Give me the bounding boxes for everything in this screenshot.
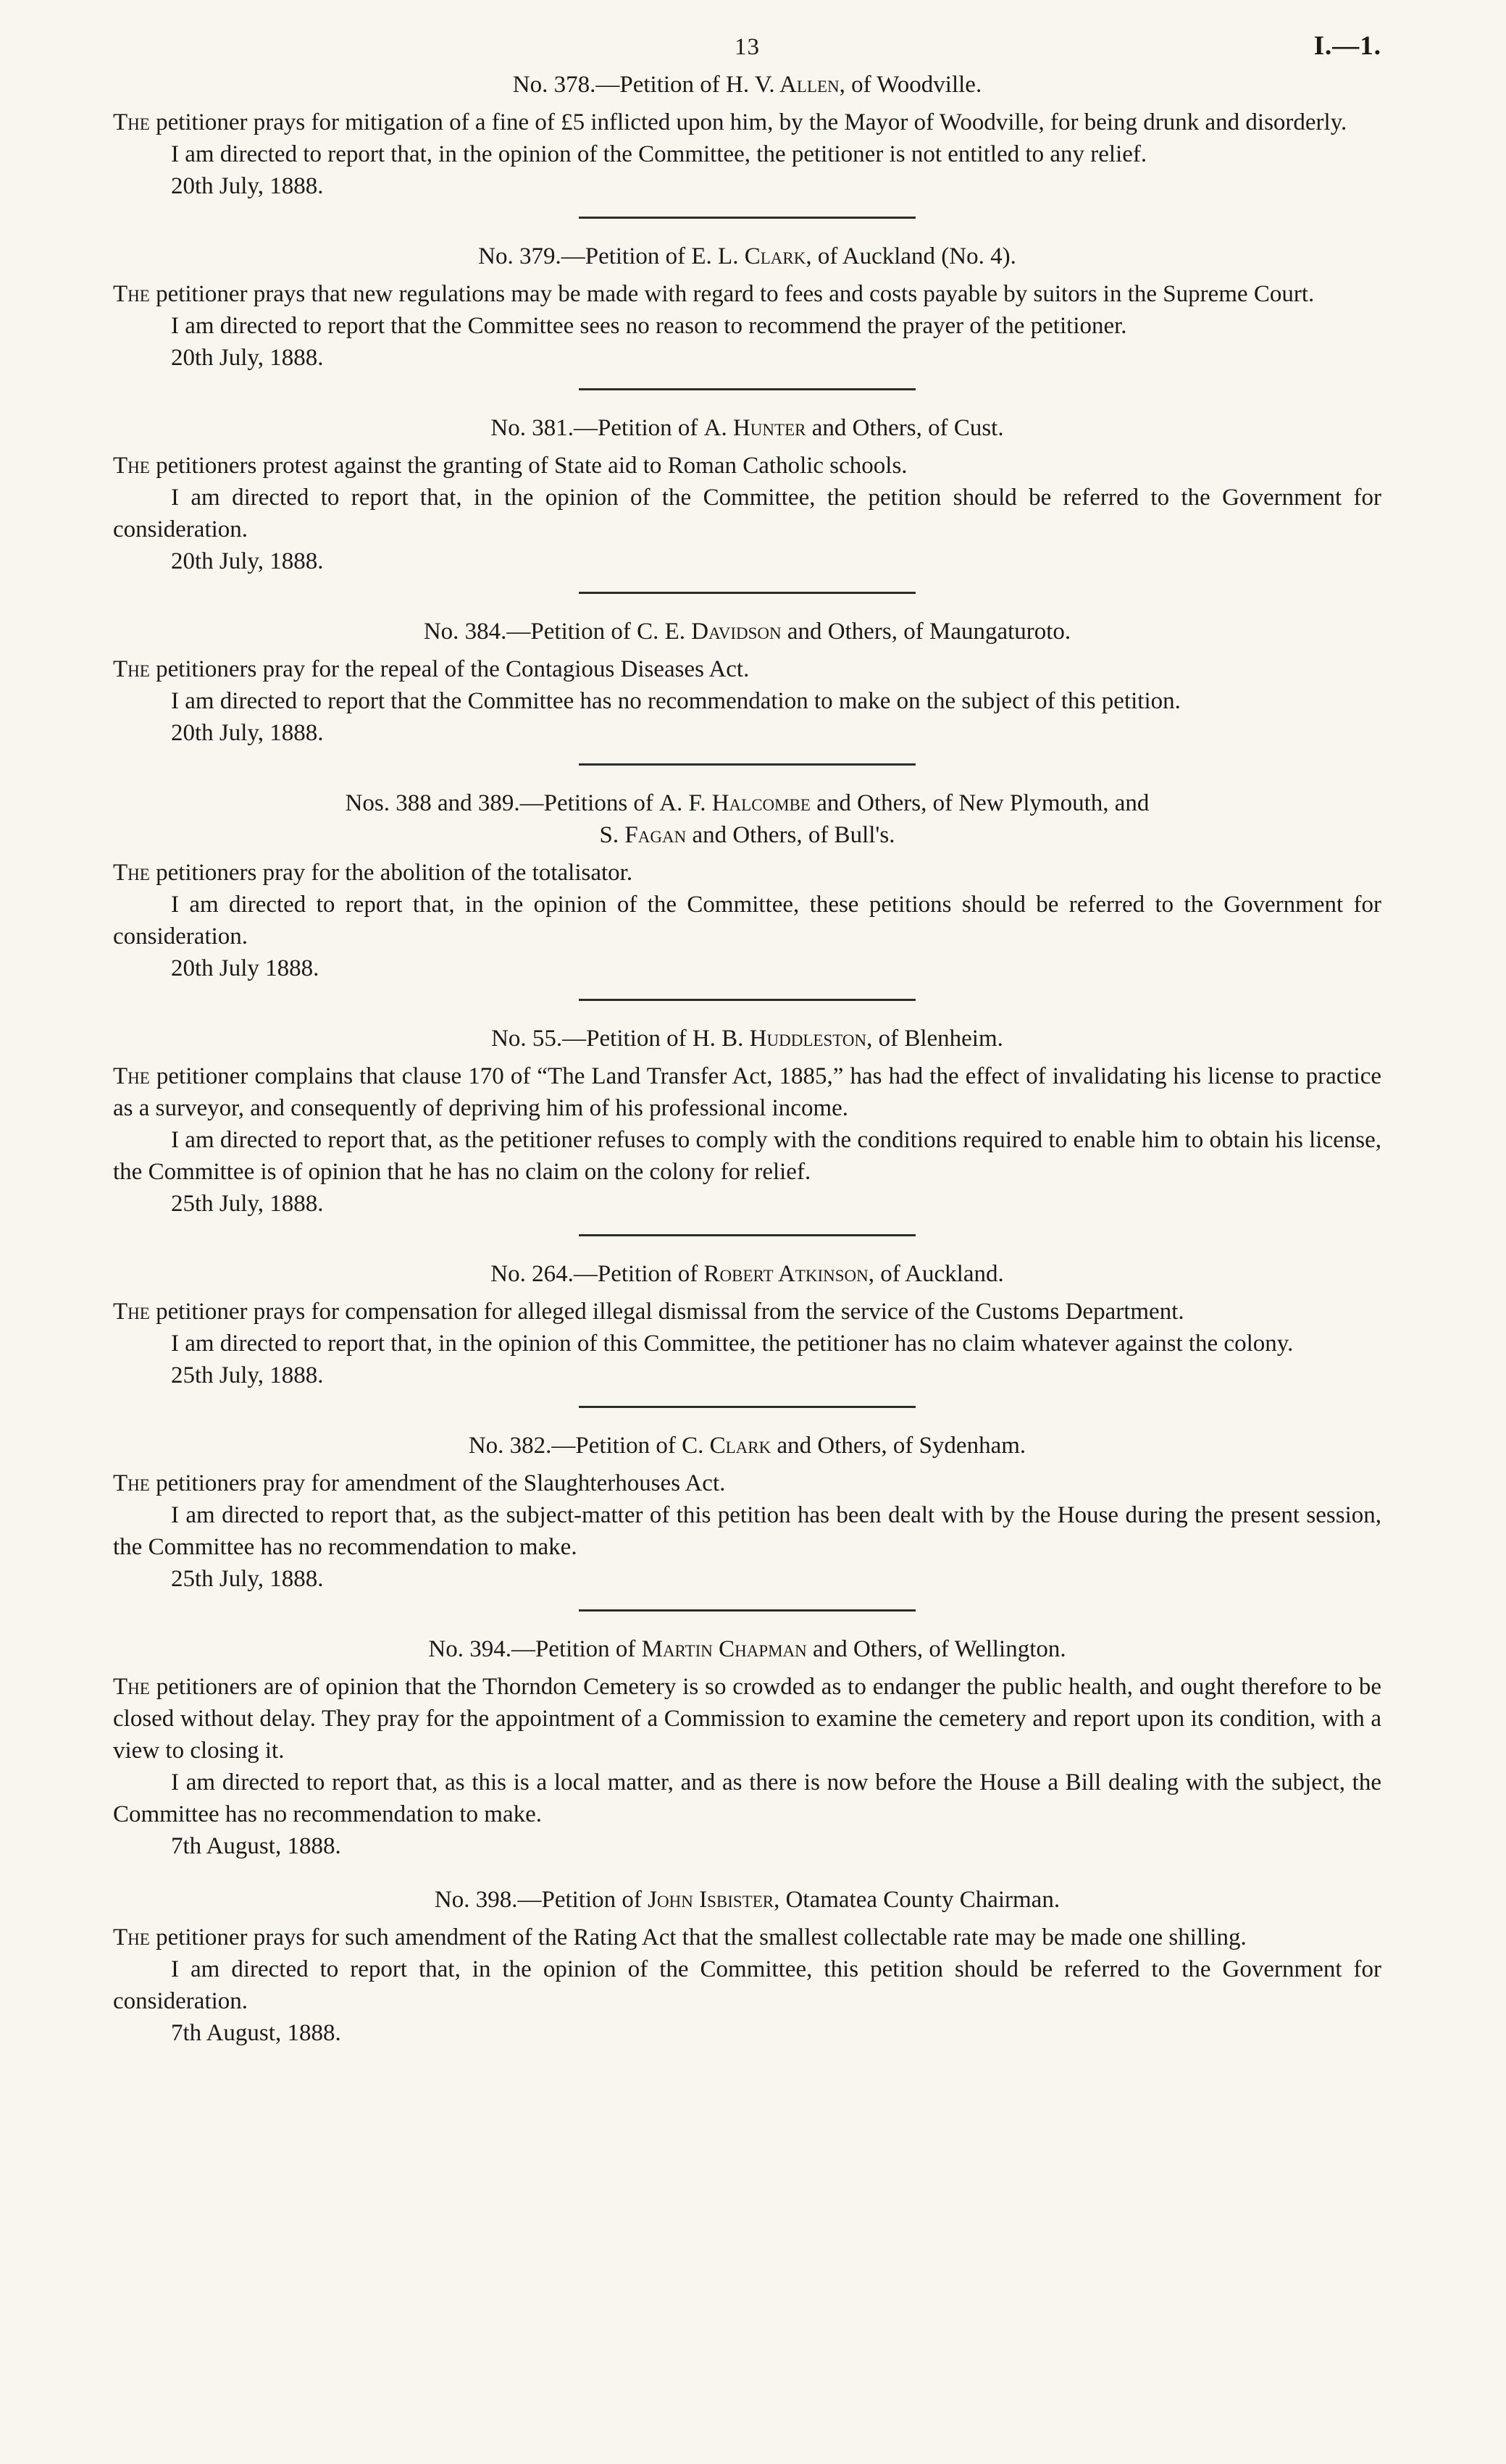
petition-paragraph: I am directed to report that the Committee sees no reason to recommend the prayer of the petitioner.: [171, 313, 1127, 339]
petitioner-name: H. V. Allen: [726, 72, 840, 98]
heading-text: , of Auckland.: [868, 1261, 1004, 1287]
lead-word: The: [113, 453, 150, 479]
petitioner-name: Robert Atkinson: [703, 1261, 869, 1287]
petition-date: 25th July, 1888.: [171, 1191, 324, 1217]
page-number: 13: [735, 34, 760, 60]
petition-section: [113, 616, 1381, 766]
petition-heading: [113, 240, 1381, 272]
petition-date: 20th July, 1888.: [171, 720, 324, 746]
lead-word: The: [113, 1674, 150, 1700]
petitioner-name: A. F. Halcombe: [659, 790, 811, 816]
petition-heading: [113, 1633, 1381, 1665]
petition-heading: [113, 69, 1381, 101]
heading-text: and Others, of Bull's.: [686, 822, 895, 848]
petition-paragraph: The petitioner complains that clause 170 of “The Land Transfer Act, 1885,” has had the effect of invalidating his license to practice as a surveyor, and consequently of depriving him of his professional income.: [113, 1063, 1381, 1121]
petition-heading: [113, 787, 1381, 851]
petition-paragraph: I am directed to report that, in the opinion of this Committee, the petitioner has no claim whatever against the colony.: [171, 1331, 1294, 1357]
petition-paragraph: The petitioners are of opinion that the Thorndon Cemetery is so crowded as to endanger the public health, and ought therefore to be closed without delay. They pray for the appointment of a Commission to examine the cemetery and report upon its condition, with a view to closing it.: [113, 1674, 1381, 1764]
petition-body: [113, 278, 1381, 342]
petition-heading: [113, 616, 1381, 648]
petition-body: [113, 857, 1381, 952]
petition-section: [113, 787, 1381, 1001]
section-divider: [579, 999, 916, 1001]
petition-paragraph: The petitioners pray for the repeal of the Contagious Diseases Act.: [113, 656, 750, 682]
petition-paragraph: I am directed to report that the Committee has no recommendation to make on the subject of this petition.: [171, 688, 1181, 714]
petition-paragraph: I am directed to report that, in the opinion of the Committee, the petitioner is not entitled to any relief.: [171, 141, 1147, 167]
petition-heading: [113, 412, 1381, 444]
heading-text: No. 379.—Petition of: [478, 243, 692, 269]
petition-paragraph: I am directed to report that, in the opinion of the Committee, this petition should be referred to the Government for consideration.: [113, 1956, 1381, 2014]
petition-paragraph: I am directed to report that, as the subject-matter of this petition has been dealt with by the House during the present session, the Committee has no recommendation to make.: [113, 1502, 1381, 1560]
lead-word: The: [113, 109, 150, 135]
heading-text: No. 381.—Petition of: [490, 415, 704, 441]
petition-body: [113, 1296, 1381, 1359]
petition-section: [113, 1884, 1381, 2049]
heading-text: No. 384.—Petition of: [423, 619, 637, 645]
petition-section: [113, 1633, 1381, 1862]
heading-text: No. 378.—Petition of: [512, 72, 727, 98]
petitioner-name: C. E. Davidson: [637, 619, 782, 645]
petition-body: [113, 450, 1381, 545]
petition-heading: [113, 1023, 1381, 1055]
section-divider: [579, 388, 916, 390]
petition-heading: [113, 1884, 1381, 1916]
petition-body: [113, 1060, 1381, 1188]
heading-text: Nos. 388 and 389.—Petitions of: [345, 790, 660, 816]
petition-date: 7th August, 1888.: [171, 1833, 341, 1859]
section-divider: [579, 1406, 916, 1408]
petition-section: [113, 69, 1381, 219]
petition-body: [113, 653, 1381, 717]
petition-paragraph: I am directed to report that, in the opinion of the Committee, the petition should be referred to the Government for consideration.: [113, 485, 1381, 542]
petitioner-name: C. Clark: [682, 1433, 771, 1459]
petitioner-name: E. L. Clark: [691, 243, 806, 269]
heading-text: and Others, of Maungaturoto.: [781, 619, 1071, 645]
petition-heading: [113, 1258, 1381, 1290]
petition-section: [113, 1258, 1381, 1408]
petition-date: 20th July, 1888.: [171, 173, 324, 199]
heading-text: No. 398.—Petition of: [434, 1887, 648, 1913]
lead-word: The: [113, 281, 150, 307]
section-divider: [579, 763, 916, 766]
petition-date: 7th August, 1888.: [171, 2020, 341, 2046]
petitions-list: [113, 69, 1381, 2049]
petition-paragraph: The petitioners pray for amendment of the Slaughterhouses Act.: [113, 1470, 726, 1496]
doc-reference: I.—1.: [1313, 31, 1381, 61]
petition-body: [113, 106, 1381, 170]
petitioner-name: S. Fagan: [599, 822, 687, 848]
section-divider: [579, 217, 916, 219]
petition-body: [113, 1671, 1381, 1830]
heading-text: , of Blenheim.: [866, 1026, 1003, 1052]
lead-word: The: [113, 1924, 150, 1950]
lead-word: The: [113, 656, 150, 682]
petition-date: 20th July, 1888.: [171, 345, 324, 371]
petition-section: [113, 240, 1381, 390]
page-header: [113, 30, 1381, 63]
section-divider: [579, 592, 916, 594]
petition-paragraph: The petitioners pray for the abolition of the totalisator.: [113, 860, 633, 886]
petition-paragraph: I am directed to report that, in the opinion of the Committee, these petitions should be referred to the Government for consideration.: [113, 892, 1381, 950]
petition-paragraph: The petitioner prays that new regulations may be made with regard to fees and costs payable by suitors in the Supreme Court.: [113, 281, 1315, 307]
petitioner-name: H. B. Huddleston: [692, 1026, 867, 1052]
lead-word: The: [113, 1299, 150, 1325]
petition-body: [113, 1467, 1381, 1563]
petition-section: [113, 1430, 1381, 1612]
petition-body: [113, 1922, 1381, 2017]
heading-text: No. 264.—Petition of: [490, 1261, 704, 1287]
petition-date: 20th July 1888.: [171, 955, 319, 981]
heading-text: and Others, of Sydenham.: [771, 1433, 1026, 1459]
section-divider: [579, 1609, 916, 1612]
petition-paragraph: I am directed to report that, as this is a local matter, and as there is now before the House a Bill dealing with the subject, the Committee has no recommendation to make.: [113, 1769, 1381, 1827]
lead-word: The: [113, 860, 150, 886]
petition-section: [113, 1023, 1381, 1236]
petition-section: [113, 412, 1381, 594]
petition-date: 25th July, 1888.: [171, 1566, 324, 1592]
heading-text: , of Auckland (No. 4).: [806, 243, 1016, 269]
heading-text: , of Woodville.: [839, 72, 982, 98]
petitioner-name: Martin Chapman: [641, 1636, 807, 1662]
petition-paragraph: The petitioner prays for mitigation of a fine of £5 inflicted upon him, by the Mayor of Woodville, for being drunk and disorderly.: [113, 109, 1347, 135]
petitioner-name: A. Hunter: [703, 415, 806, 441]
petition-heading: [113, 1430, 1381, 1462]
petition-date: 20th July, 1888.: [171, 548, 324, 574]
heading-text: and Others, of New Plymouth, and: [810, 790, 1150, 816]
petition-paragraph: The petitioner prays for such amendment of the Rating Act that the smallest collectable rate may be made one shilling.: [113, 1924, 1247, 1950]
petition-paragraph: I am directed to report that, as the petitioner refuses to comply with the conditions required to enable him to obtain his license, the Committee is of opinion that he has no claim on the colony for relief.: [113, 1127, 1381, 1185]
heading-text: No. 382.—Petition of: [468, 1433, 682, 1459]
section-divider: [579, 1234, 916, 1236]
lead-word: The: [113, 1470, 150, 1496]
petition-paragraph: The petitioners protest against the granting of State aid to Roman Catholic schools.: [113, 453, 908, 479]
heading-text: and Others, of Wellington.: [806, 1636, 1066, 1662]
heading-text: and Others, of Cust.: [806, 415, 1004, 441]
petition-date: 25th July, 1888.: [171, 1362, 324, 1388]
lead-word: The: [113, 1063, 150, 1089]
heading-text: No. 55.—Petition of: [491, 1026, 693, 1052]
heading-text: , Otamatea County Chairman.: [774, 1887, 1061, 1913]
petitioner-name: John Isbister: [648, 1887, 774, 1913]
heading-text: No. 394.—Petition of: [428, 1636, 642, 1662]
petition-paragraph: The petitioner prays for compensation for alleged illegal dismissal from the service of the Customs Department.: [113, 1299, 1184, 1325]
